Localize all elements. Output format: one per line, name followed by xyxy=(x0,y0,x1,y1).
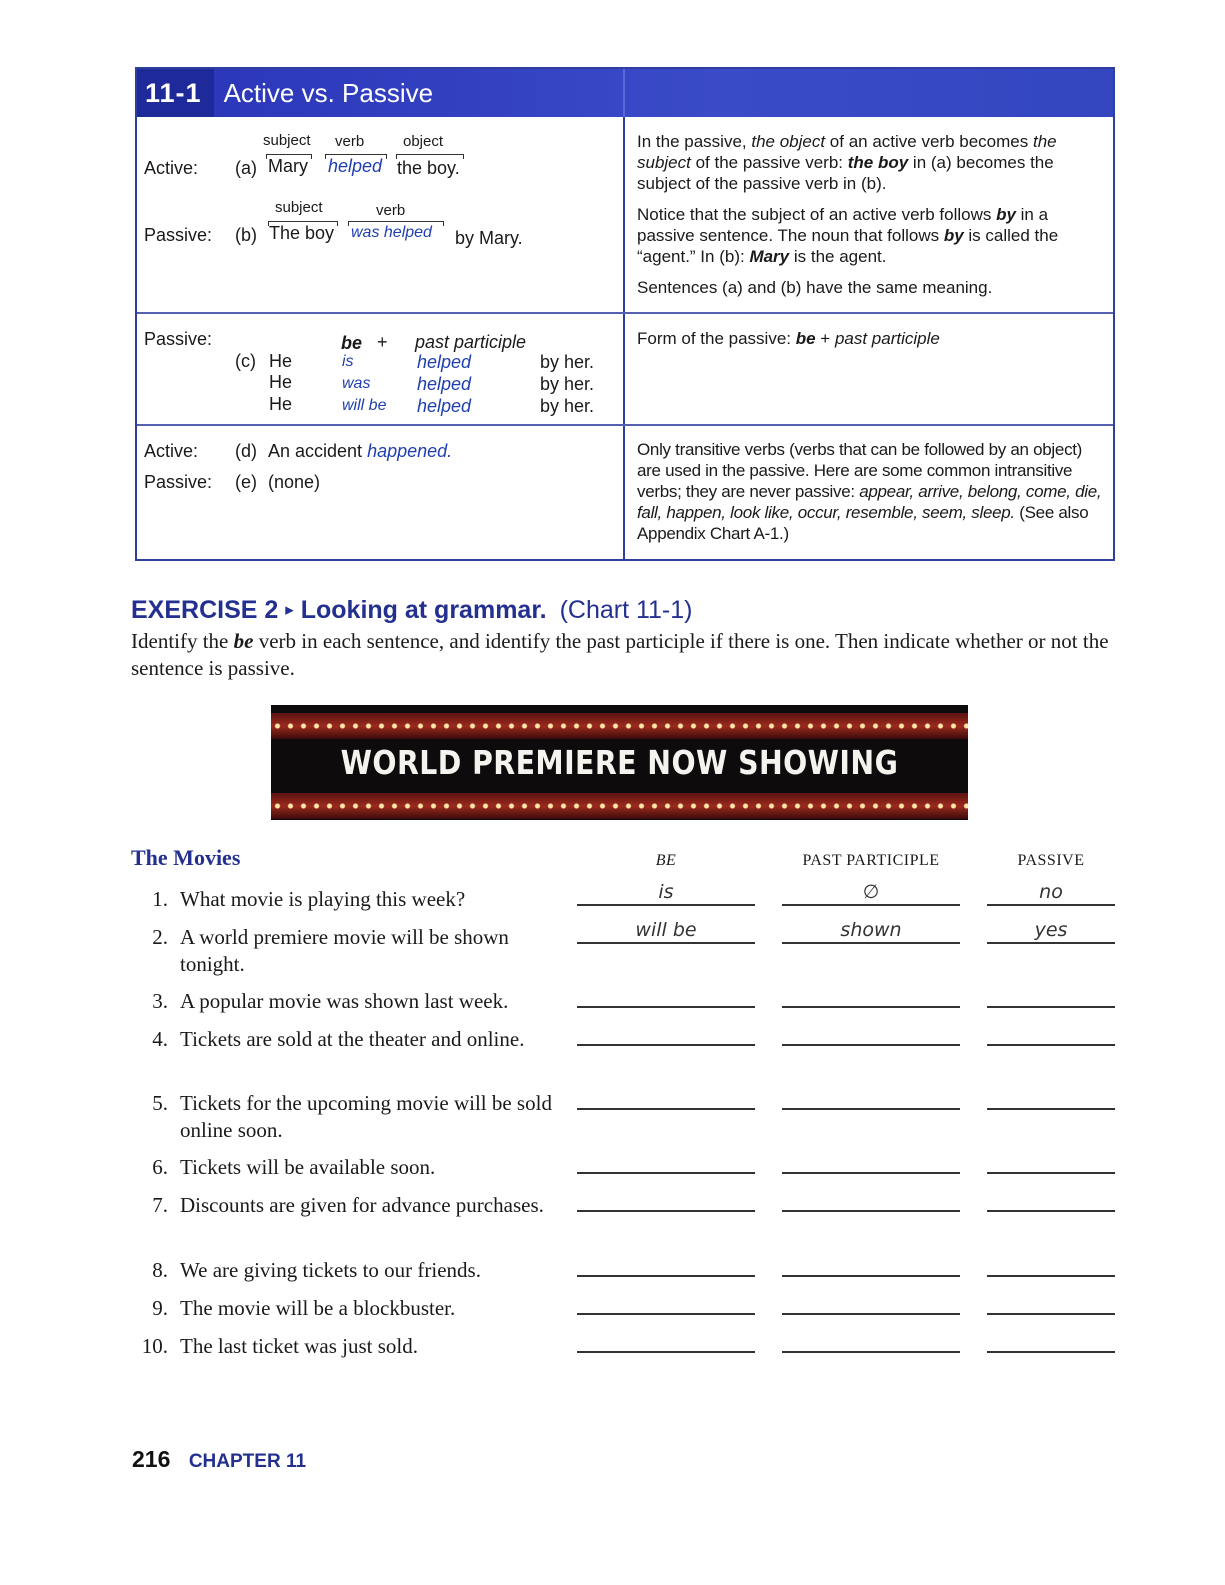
word-by-mary: by Mary. xyxy=(455,228,523,248)
passive-label: Passive: xyxy=(144,225,213,245)
label-object: object xyxy=(403,133,444,150)
label-verb: verb xyxy=(335,133,365,150)
item-sentence: A world premiere movie will be shown tonight. xyxy=(180,925,509,976)
column-header-past-participle: PAST PARTICIPLE xyxy=(802,852,940,869)
passive-answer-blank[interactable] xyxy=(987,942,1115,944)
word-by-her-2: by her. xyxy=(540,374,595,394)
item-number: 4. xyxy=(152,1027,168,1051)
passive-answer-blank[interactable] xyxy=(987,1006,1115,1008)
word-was: was xyxy=(342,375,371,392)
be-answer-blank[interactable] xyxy=(577,1210,755,1212)
item-sentence: The movie will be a blockbuster. xyxy=(180,1296,456,1320)
note-object-subject: In the passive, the object of an active verb becomes the subject of the passive verb: the boy in (a) becomes the subject of the passive verb in (b). xyxy=(637,132,1057,193)
be-answer: will be xyxy=(635,919,697,941)
column-header-be: BE xyxy=(655,852,677,869)
past-participle-answer-blank[interactable] xyxy=(782,1006,960,1008)
word-by-her-3: by her. xyxy=(540,396,595,416)
example-d-label: (d) xyxy=(235,441,257,461)
item-number: 8. xyxy=(152,1258,168,1282)
active-label: Active: xyxy=(144,158,199,178)
item-sentence: Discounts are given for advance purchases. xyxy=(180,1193,544,1217)
past-participle-answer-blank[interactable] xyxy=(782,942,960,944)
be-answer: is xyxy=(658,881,674,903)
passive-answer-blank[interactable] xyxy=(987,904,1115,906)
label-subject-b: subject xyxy=(275,199,323,216)
movie-marquee-banner xyxy=(271,705,968,820)
be-answer-blank[interactable] xyxy=(577,1351,755,1353)
passive-answer-blank[interactable] xyxy=(987,1108,1115,1110)
chart-number: 11-1 xyxy=(137,69,214,117)
note-form: Form of the passive: be + past participle xyxy=(637,329,940,348)
item-number: 3. xyxy=(152,989,168,1013)
passive-answer-blank[interactable] xyxy=(987,1351,1115,1353)
item-sentence: A popular movie was shown last week. xyxy=(180,989,509,1013)
past-participle-answer-blank[interactable] xyxy=(782,1313,960,1315)
past-participle-answer-blank[interactable] xyxy=(782,1275,960,1277)
word-helped-2: helped xyxy=(417,374,472,394)
be-answer-blank[interactable] xyxy=(577,942,755,944)
past-participle-answer: ∅ xyxy=(862,881,880,903)
word-he-3: He xyxy=(269,394,293,414)
word-by-her-1: by her. xyxy=(540,352,595,372)
formula-plus: + xyxy=(377,332,388,352)
item-number: 2. xyxy=(152,925,168,949)
past-participle-answer-blank[interactable] xyxy=(782,1108,960,1110)
item-sentence: Tickets will be available soon. xyxy=(180,1155,436,1179)
item-sentence: Tickets for the upcoming movie will be sold online soon. xyxy=(180,1091,552,1142)
item-number: 9. xyxy=(152,1296,168,1320)
passive-answer: no xyxy=(1039,881,1063,903)
word-mary: Mary xyxy=(268,156,308,176)
row2-notes xyxy=(637,328,1107,359)
column-header-passive: PASSIVE xyxy=(1017,852,1085,869)
word-he-1: He xyxy=(269,351,293,371)
be-answer-blank[interactable] xyxy=(577,1313,755,1315)
passive-answer-blank[interactable] xyxy=(987,1172,1115,1174)
be-answer-blank[interactable] xyxy=(577,904,755,906)
column-divider xyxy=(623,117,625,559)
row2-examples xyxy=(137,314,623,424)
word-was-helped: was helped xyxy=(351,224,432,241)
note-agent: Notice that the subject of an active verb follows by in a passive sentence. The noun that follows by is called the “agent.” In (b): Mary is the agent. xyxy=(637,205,1059,266)
item-sentence: What movie is playing this week? xyxy=(180,887,466,911)
exercise-label: EXERCISE 2 xyxy=(131,596,279,624)
be-answer-blank[interactable] xyxy=(577,1172,755,1174)
chart-title: Active vs. Passive xyxy=(223,77,434,108)
item-sentence: Tickets are sold at the theater and online. xyxy=(180,1027,525,1051)
row3-examples xyxy=(137,426,623,559)
word-he-2: He xyxy=(269,372,293,392)
past-participle-answer-blank[interactable] xyxy=(782,1044,960,1046)
exercise-heading xyxy=(131,596,693,625)
item-number: 5. xyxy=(152,1091,168,1115)
example-a-label: (a) xyxy=(235,158,257,178)
chart-header xyxy=(137,69,1113,117)
marquee-lights-top xyxy=(271,723,968,729)
sentence-e: (none) xyxy=(268,472,321,492)
passive-answer-blank[interactable] xyxy=(987,1313,1115,1315)
word-helped-3: helped xyxy=(417,396,472,416)
word-is: is xyxy=(342,353,354,370)
passive-answer: yes xyxy=(1034,919,1068,941)
example-e-label: (e) xyxy=(235,472,257,492)
exercise-chart-ref: (Chart 11-1) xyxy=(559,596,693,624)
sentence-d: An accident happened. xyxy=(268,441,453,461)
item-number: 10. xyxy=(141,1334,168,1358)
row1-notes xyxy=(637,131,1107,308)
page-number: 216 xyxy=(132,1446,171,1472)
past-participle-answer: shown xyxy=(840,919,902,941)
label-verb-b: verb xyxy=(376,202,406,219)
past-participle-answer-blank[interactable] xyxy=(782,1351,960,1353)
word-the-boy: the boy. xyxy=(397,158,460,178)
item-number: 1. xyxy=(152,887,168,911)
item-sentence: We are giving tickets to our friends. xyxy=(180,1258,481,1282)
example-b-label: (b) xyxy=(235,225,257,245)
word-helped-1: helped xyxy=(417,352,472,372)
be-answer-blank[interactable] xyxy=(577,1006,755,1008)
example-c-label: (c) xyxy=(235,351,256,371)
passive-label-2: Passive: xyxy=(144,329,213,349)
label-subject: subject xyxy=(263,132,311,149)
item-number: 7. xyxy=(152,1193,168,1217)
active-label-3: Active: xyxy=(144,441,199,461)
page-footer xyxy=(132,1446,306,1473)
header-divider xyxy=(623,69,625,117)
be-answer-blank[interactable] xyxy=(577,1275,755,1277)
marquee-lights-bottom xyxy=(271,803,968,809)
marquee-text: WORLD PREMIERE NOW SHOWING xyxy=(340,743,899,782)
passive-answer-blank[interactable] xyxy=(987,1275,1115,1277)
row1-examples xyxy=(137,117,623,312)
word-helped: helped xyxy=(328,156,383,176)
section-title: The Movies xyxy=(131,845,241,870)
passive-answer-blank[interactable] xyxy=(987,1044,1115,1046)
exercise-title: Looking at grammar. xyxy=(300,596,547,624)
be-answer-blank[interactable] xyxy=(577,1044,755,1046)
passive-label-3: Passive: xyxy=(144,472,213,492)
word-will-be: will be xyxy=(342,397,387,414)
row3-notes xyxy=(637,439,1107,554)
note-same-meaning: Sentences (a) and (b) have the same meaning. xyxy=(637,278,993,297)
note-intransitive: Only transitive verbs (verbs that can be followed by an object) are used in the passive. Here are some common intransitive verbs; they are never passive: appear, arrive, belong, come, die, fall, happen, look like, occur, resemble, seem, sleep. (See also Appendix Chart A-1.) xyxy=(637,440,1102,543)
past-participle-answer-blank[interactable] xyxy=(782,904,960,906)
exercise-instructions: Identify the be verb in each sentence, and identify the past participle if there is one. Then indicate whether or not the sentence is passive. xyxy=(131,629,1109,680)
item-number: 6. xyxy=(152,1155,168,1179)
be-answer-blank[interactable] xyxy=(577,1108,755,1110)
arrow-right-icon: ▸ xyxy=(285,600,294,619)
item-sentence: The last ticket was just sold. xyxy=(180,1334,418,1358)
word-the-boy-subject: The boy xyxy=(269,223,335,243)
formula-past-participle: past participle xyxy=(415,332,527,352)
formula-be: be xyxy=(341,333,363,353)
grammar-chart xyxy=(135,67,1115,561)
chapter-label: CHAPTER 11 xyxy=(188,1451,307,1472)
past-participle-answer-blank[interactable] xyxy=(782,1210,960,1212)
passive-answer-blank[interactable] xyxy=(987,1210,1115,1212)
past-participle-answer-blank[interactable] xyxy=(782,1172,960,1174)
